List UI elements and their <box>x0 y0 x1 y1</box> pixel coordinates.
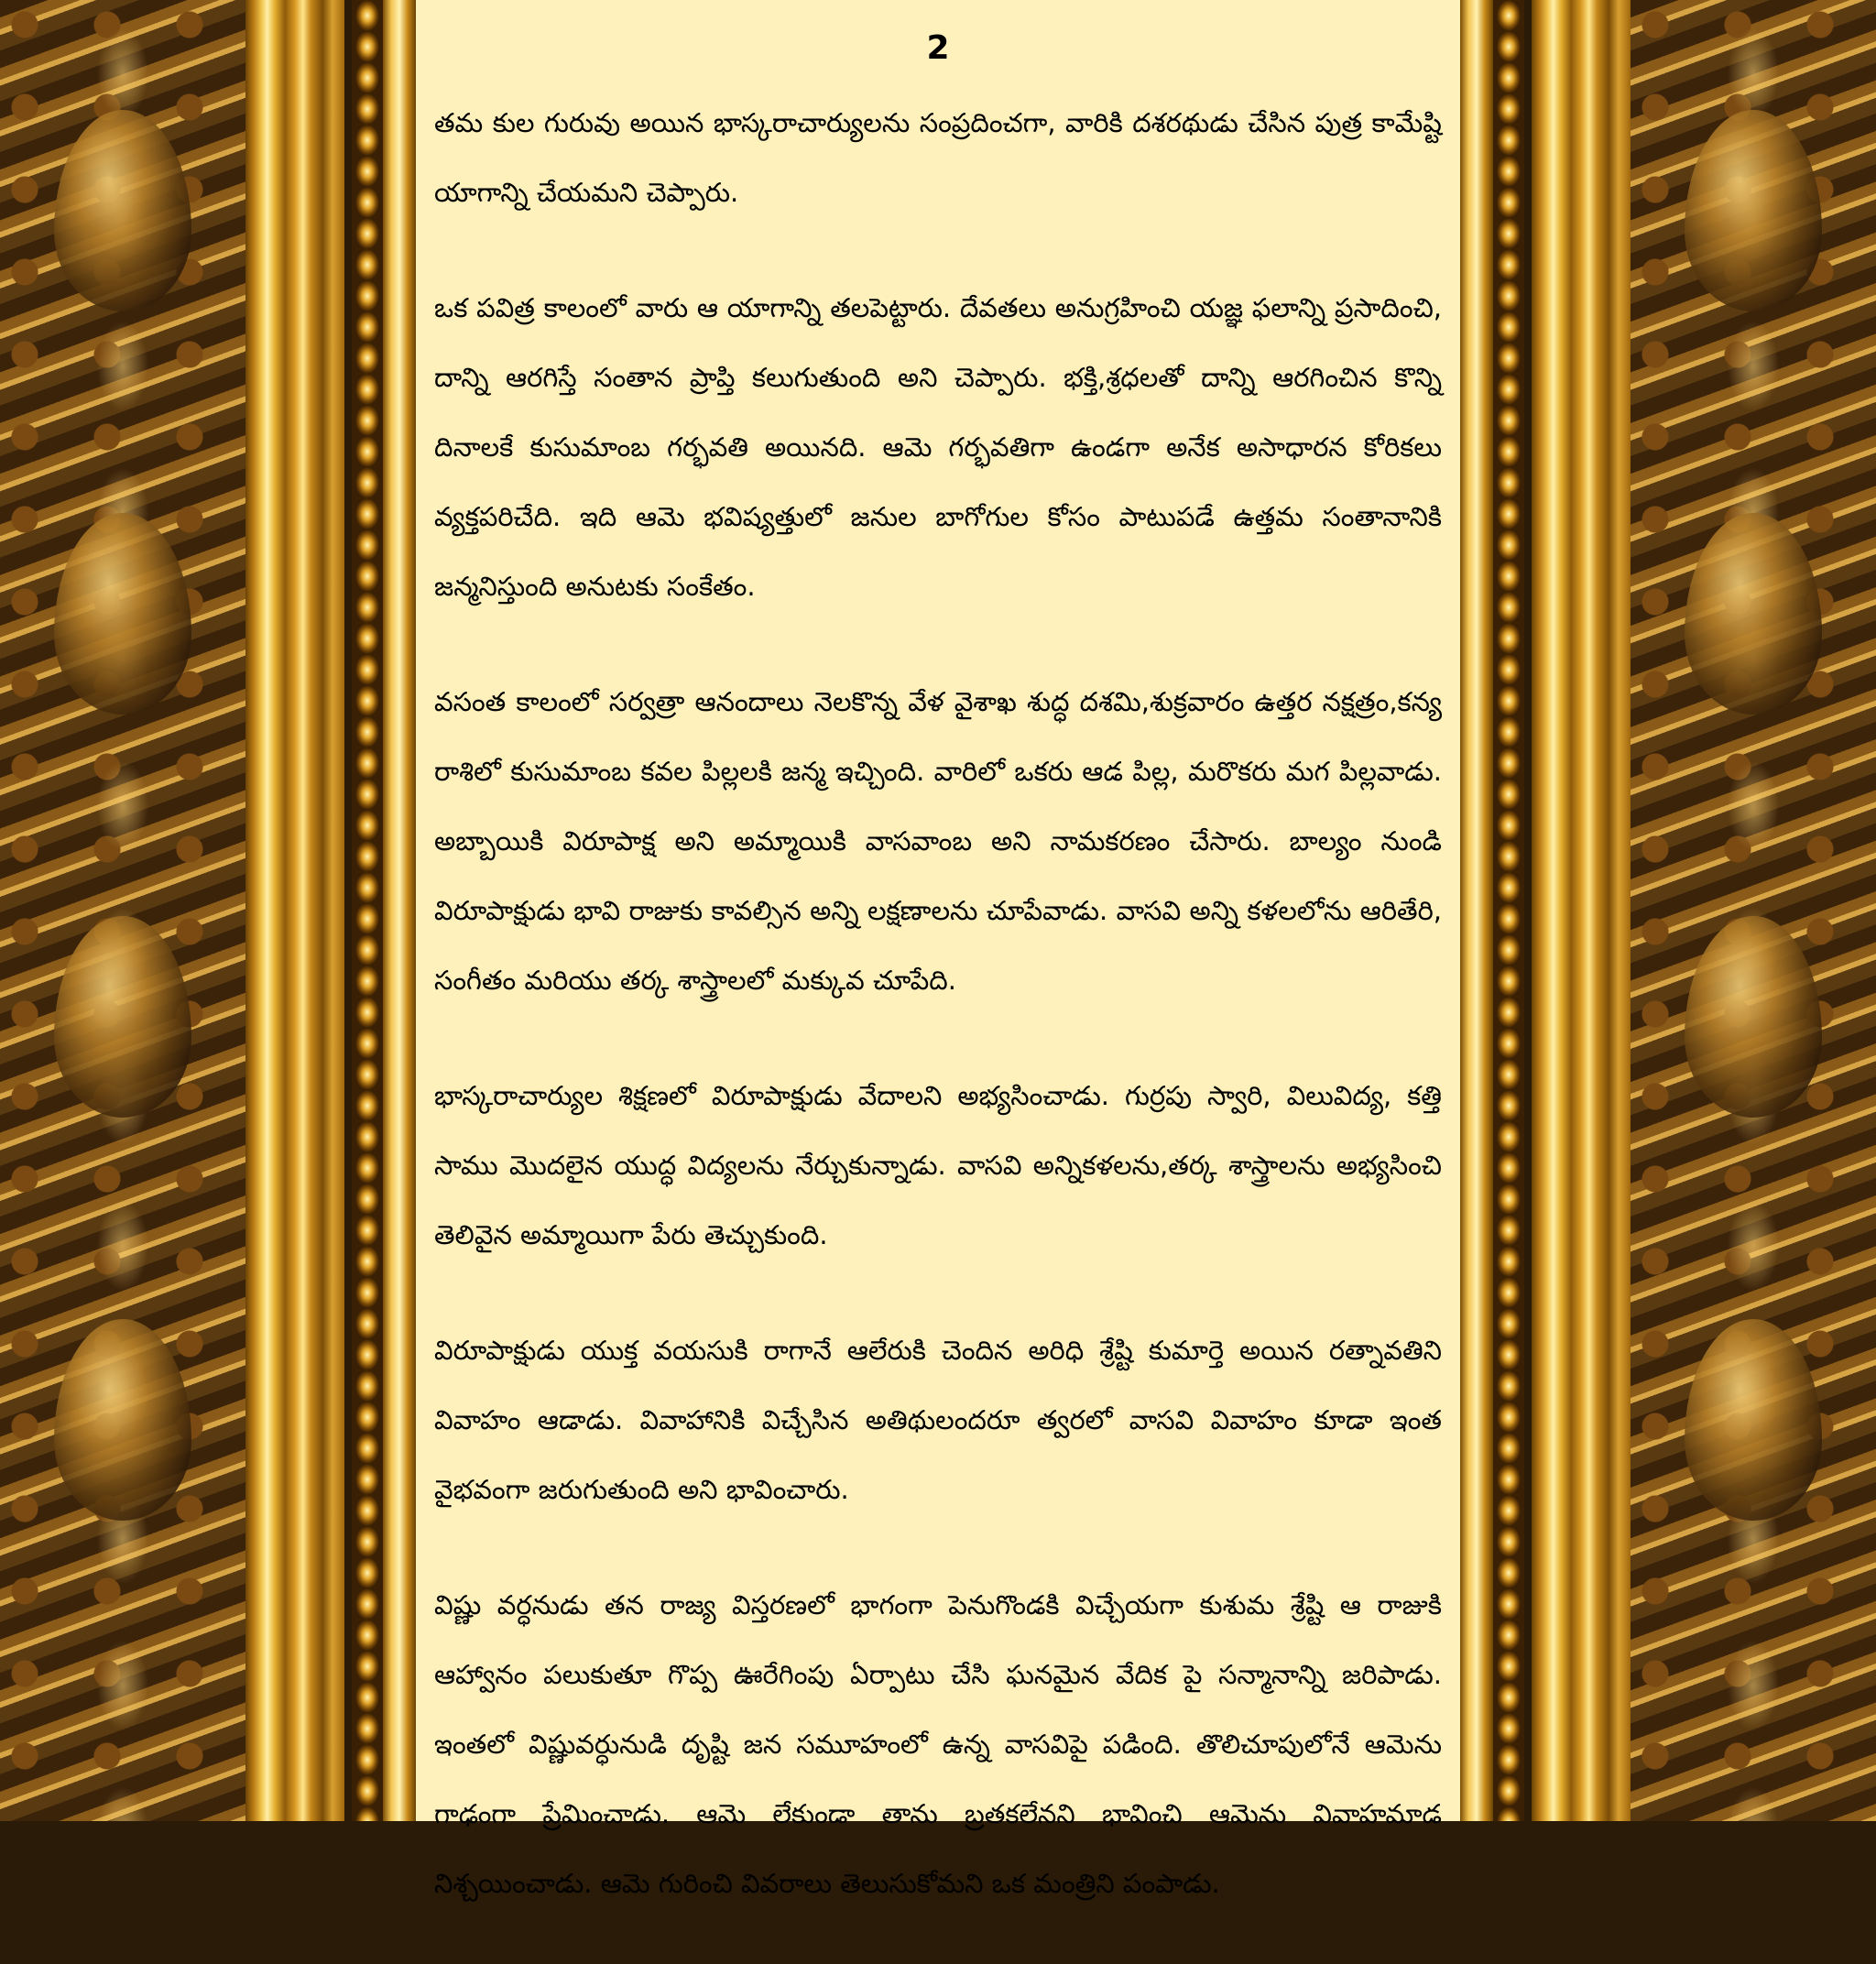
page-text <box>434 88 1442 1964</box>
paragraph-2: ఒక పవిత్ర కాలంలో వారు ఆ యాగాన్ని తలపెట్టారు. దేవతలు అనుగ్రహించి యజ్ఞ ఫలాన్ని ప్రసాదించి, దాన్ని ఆరగిస్తే సంతాన ప్రాప్తి కలుగుతుంది అని చెప్పారు. భక్తి,శ్రధలతో దాన్ని ఆరగించిన కొన్ని దినాలకే కుసుమాంబ గర్భవతి అయినది. ఆమె గర్భవతిగా ఉండగా అనేక అసాధారన కోరికలు వ్యక్తపరిచేది. ఇది ఆమె భవిష్యత్తులో జనుల బాగోగుల కోసం పాటుపడే ఉత్తమ సంతానానికి జన్మనిస్తుంది అనుటకు సంకేతం. <box>434 292 1442 602</box>
floral-ornament <box>54 916 191 1118</box>
page-number: 2 <box>926 29 950 67</box>
gold-moulding-right <box>1532 0 1631 1821</box>
paragraph-1: తమ కుల గురువు అయిన భాస్కరాచార్యులను సంప్రదించగా, వారికి దశరథుడు చేసిన పుత్ర కామేష్టి యాగాన్ని చేయమని చెప్పారు. <box>434 107 1442 208</box>
gold-edge-right <box>1460 0 1493 1821</box>
ornate-frame-right <box>1631 0 1876 1821</box>
floral-ornament <box>1685 110 1822 311</box>
floral-ornament <box>1685 916 1822 1118</box>
paragraph-6: విష్ణు వర్ధనుడు తన రాజ్య విస్తరణలో భాగంగా పెనుగొండకి విచ్చేయగా కుశుమ శ్రేష్టి ఆ రాజుకి ఆహ్వానం పలుకుతూ గొప్ప ఊరేగింపు ఏర్పాటు చేసి ఘనమైన వేదిక పై సన్మానాన్ని జరిపాడు. ఇంతలో విష్ణువర్ధునుడి దృష్టి జన సమూహంలో ఉన్న వాసవిపై పడింది. తొలిచూపులోనే ఆమెను గాఢంగా ప్రేమించాడు. ఆమె లేకుండా తాను బ్రతకలేనని భావించి ఆమెను వివాహమాడ నిశ్చయించాడు. ఆమె గురించి వివరాలు తెలుసుకోమని ఒక మంత్రిని పంపాడు. <box>434 1589 1442 1899</box>
paragraph-4: భాస్కరాచార్యుల శిక్షణలో విరూపాక్షుడు వేదాలని అభ్యసించాడు. గుర్రపు స్వారి, విలువిద్య, కత్తి సాము మొదలైన యుద్ధ విద్యలను నేర్చుకున్నాడు. వాసవి అన్నికళలను,తర్క శాస్త్రాలను అభ్యసించి తెలివైన అమ్మాయిగా పేరు తెచ్చుకుంది. <box>434 1080 1442 1250</box>
ornate-frame-left <box>0 0 245 1821</box>
bead-strip-left <box>352 0 383 1821</box>
paragraph-3: వసంత కాలంలో సర్వత్రా ఆనందాలు నెలకొన్న వేళ వైశాఖ శుద్ధ దశమి,శుక్రవారం ఉత్తర నక్షత్రం,కన్య రాశిలో కుసుమాంబ కవల పిల్లలకి జన్మ ఇచ్చింది. వారిలో ఒకరు ఆడ పిల్ల, మరొకరు మగ పిల్లవాడు. అబ్బాయికి విరూపాక్ష అని అమ్మాయికి వాసవాంబ అని నామకరణం చేసారు. బాల్యం నుండి విరూపాక్షుడు భావి రాజుకు కావల్సిన అన్ని లక్షణాలను చూపేవాడు. వాసవి అన్ని కళలలోను ఆరితేరి, సంగీతం మరియు తర్క శాస్త్రాలలో మక్కువ చూపేది. <box>434 686 1442 996</box>
floral-ornament <box>54 1319 191 1521</box>
floral-ornament <box>1685 513 1822 715</box>
floral-ornament <box>1685 1319 1822 1521</box>
floral-ornament <box>54 110 191 311</box>
bead-strip-right <box>1493 0 1524 1821</box>
gold-moulding-left <box>245 0 344 1821</box>
page <box>416 0 1460 1899</box>
gold-edge-left <box>383 0 416 1821</box>
floral-ornament <box>54 513 191 715</box>
paragraph-5: విరూపాక్షుడు యుక్త వయసుకి రాగానే ఆలేరుకి చెందిన అరిధి శ్రేష్టి కుమార్తె అయిన రత్నావతిని వివాహం ఆడాడు. వివాహానికి విచ్చేసిన అతిథులందరూ త్వరలో వాసవి వివాహం కూడా ఇంత వైభవంగా జరుగుతుంది అని భావించారు. <box>434 1335 1442 1505</box>
